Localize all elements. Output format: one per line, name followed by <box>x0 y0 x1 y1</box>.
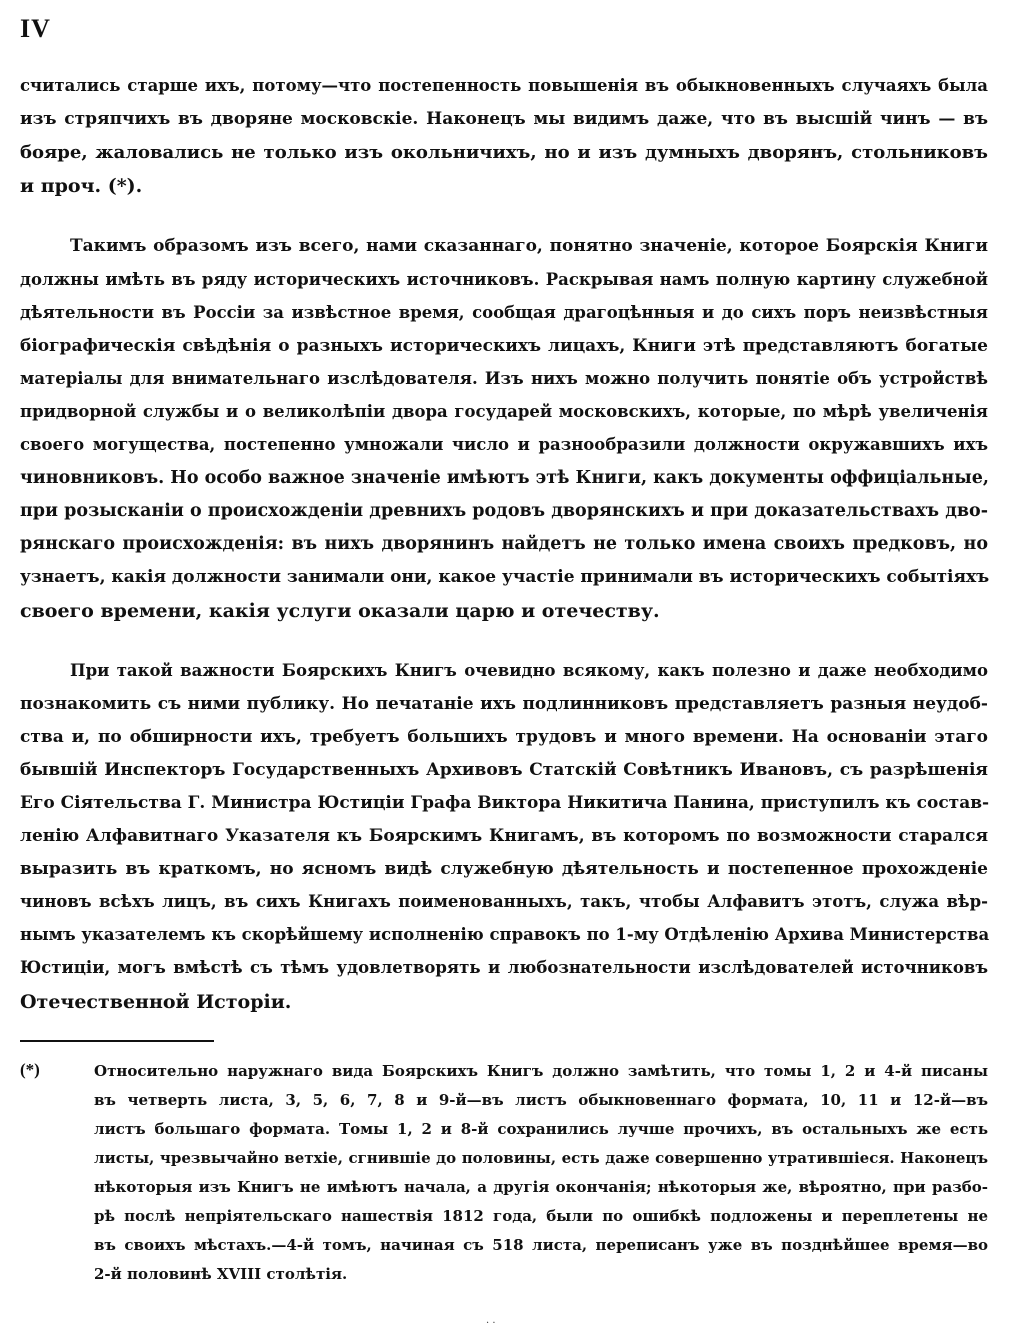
text-line: Юстиціи, могъ вмѣстѣ съ тѣмъ удовлетворять и любознательности изслѣдователей источниковъ <box>20 958 988 977</box>
text-line: при розысканіи о происхожденіи древнихъ родовъ дворянскихъ и при доказательствахъ дво- <box>20 501 988 521</box>
footnote-line: листъ большаго формата. Томы 1, 2 и 8-й сохранились лучше прочихъ, въ остальныхъ же есть <box>94 1120 988 1138</box>
footnote-line: нѣкоторыя изъ Книгъ не имѣютъ начала, а другія окончанія; нѣкоторыя же, вѣроятно, при разбо- <box>94 1178 988 1196</box>
footnote-divider <box>20 1040 214 1042</box>
footnote-line: 2-й половинѣ XVIII столѣтія. <box>94 1265 348 1283</box>
text-line: придворной службы и о великолѣпіи двора государей московскихъ, которые, по мѣрѣ увеличенія <box>20 402 988 421</box>
footnote-line: листы, чрезвычайно ветхіе, сгнившіе до половины, есть даже совершенно утратившіеся. Наконецъ <box>94 1149 988 1167</box>
text-line: Его Сіятельства Г. Министра Юстиціи Графа Виктора Никитича Панина, приступилъ къ состав- <box>20 793 990 813</box>
print-speck-decoration: · · <box>486 1318 496 1329</box>
text-line: чиновъ всѣхъ лицъ, въ сихъ Книгахъ поименованныхъ, такъ, чтобы Алфавитъ этотъ, служа вѣр- <box>20 892 988 911</box>
text-line: узнаетъ, какія должности занимали они, какое участіе принимали въ историческихъ событіяхъ <box>20 567 990 587</box>
text-line: и проч. (*). <box>20 175 143 197</box>
text-line: своего могущества, постепенно умножали число и разнообразили должности окружавшихъ ихъ <box>20 435 988 454</box>
text-line: Отечественной Исторіи. <box>20 991 292 1013</box>
text-line: изъ стряпчихъ въ дворяне московскіе. Наконецъ мы видимъ даже, что въ высшій чинъ — въ <box>20 109 988 129</box>
text-line: нымъ указателемъ къ скорѣйшему исполненію справокъ по 1-му Отдѣленію Архива Министерства <box>20 925 990 944</box>
footnote-line: Относительно наружнаго вида Боярскихъ Книгъ должно замѣтить, что томы 1, 2 и 4-й писаны <box>94 1062 988 1080</box>
footnote-marker: (*) <box>20 1060 40 1079</box>
text-line: дѣятельности въ Россіи за извѣстное время, сообщая драгоцѣнныя и до сихъ поръ неизвѣстныя <box>20 303 988 322</box>
text-line: Такимъ образомъ изъ всего, нами сказаннаго, понятно значеніе, которое Боярскія Книги <box>70 236 988 256</box>
text-line: матеріалы для внимательнаго изслѣдователя. Изъ нихъ можно получить понятіе объ устройствѣ <box>20 369 988 388</box>
text-line: біографическія свѣдѣнія о разныхъ историческихъ лицахъ, Книги этѣ представляютъ богатые <box>20 336 988 356</box>
text-line: ства и, по обширности ихъ, требуетъ большихъ трудовъ и много времени. На основаніи этаго <box>20 727 988 747</box>
text-line: считались старше ихъ, потому—что постепенность повышенія въ обыкновенныхъ случаяхъ была <box>20 76 988 95</box>
text-line: ленію Алфавитнаго Указателя къ Боярскимъ Книгамъ, въ которомъ по возможности старался <box>20 826 988 846</box>
page-number: IV <box>20 14 51 43</box>
text-line: должны имѣть въ ряду историческихъ источниковъ. Раскрывая намъ полную картину служебной <box>20 270 988 289</box>
text-line: бывшій Инспекторъ Государственныхъ Архивовъ Статскій Совѣтникъ Ивановъ, съ разрѣшенія <box>20 760 988 780</box>
text-line: чиновниковъ. Но особо важное значеніе имѣютъ этѣ Книги, какъ документы оффиціальные, <box>20 468 989 488</box>
text-line: бояре, жаловались не только изъ окольничихъ, но и изъ думныхъ дворянъ, стольниковъ <box>20 142 988 163</box>
footnote-line: рѣ послѣ непріятельскаго нашествія 1812 года, были по ошибкѣ подложены и переплетены не <box>94 1207 988 1225</box>
footnote-line: въ четверть листа, 3, 5, 6, 7, 8 и 9-й—въ листъ обыкновеннаго формата, 10, 11 и 12-й—въ <box>94 1091 988 1109</box>
text-line: своего времени, какія услуги оказали царю и отечеству. <box>20 600 660 622</box>
text-line: рянскаго происхожденія: въ нихъ дворянинъ найдетъ не только имена своихъ предковъ, но <box>20 534 988 554</box>
footnote-line: въ своихъ мѣстахъ.—4-й томъ, начиная съ 518 листа, переписанъ уже въ позднѣйшее время—во <box>94 1236 988 1254</box>
text-line: познакомить съ ними публику. Но печатаніе ихъ подлинниковъ представляетъ разныя неудоб- <box>20 694 988 714</box>
text-line: выразить въ краткомъ, но ясномъ видѣ служебную дѣятельность и постепенное прохожденіе <box>20 859 988 879</box>
text-line: При такой важности Боярскихъ Книгъ очевидно всякому, какъ полезно и даже необходимо <box>70 661 988 680</box>
